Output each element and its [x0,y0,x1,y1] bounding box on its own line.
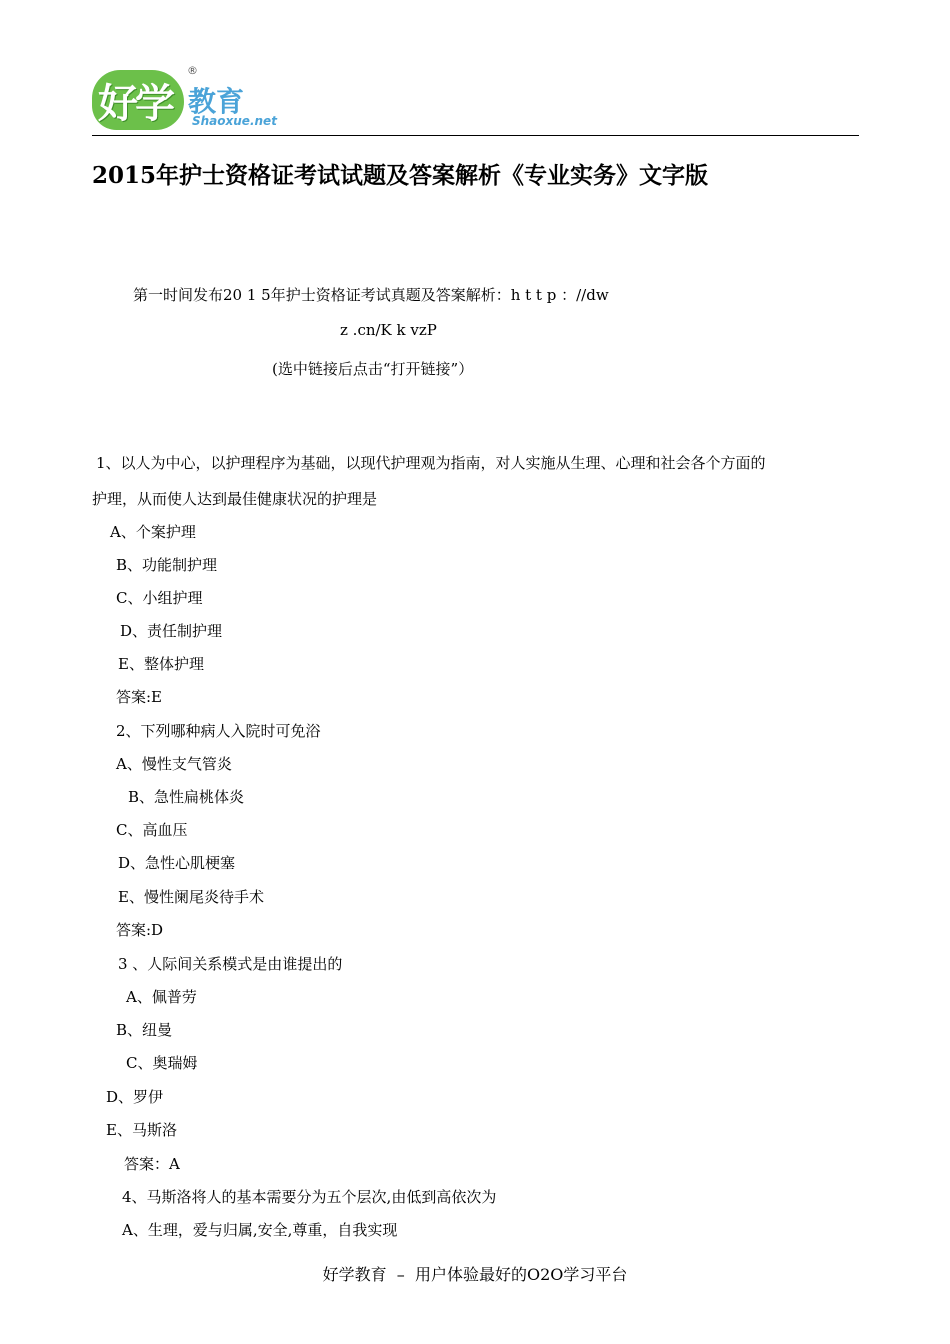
answer-option: A、个案护理 [110,523,196,541]
header-rule [92,135,859,136]
answer-option: A、生理，爱与归属,安全,尊重，自我实现 [122,1221,398,1239]
answer-option: E、慢性阑尾炎待手术 [118,888,264,906]
answer-option: D、责任制护理 [120,622,223,640]
question-stem: 2、下列哪种病人入院时可免浴 [116,722,321,740]
answer-option: E、整体护理 [118,655,204,673]
question-stem: 4、马斯洛将人的基本需要分为五个层次,由低到高依次为 [122,1188,497,1206]
page-title: 2015年护士资格证考试试题及答案解析《专业实务》文字版 [92,162,709,189]
answer-option: E、马斯洛 [106,1121,177,1139]
question-stem: 1、以人为中心，以护理程序为基础，以现代护理观为指南，对人实施从生理、心理和社会各个方面的 [96,454,766,472]
intro-line: 第一时间发布20 1 5年护士资格证考试真题及答案解析：h t t p ：//dw [133,286,609,304]
logo [92,64,277,134]
answer-option: B、纽曼 [116,1021,173,1039]
question-stem: 护理，从而使人达到最佳健康状况的护理是 [92,490,378,508]
answer-option: C、奥瑞姆 [126,1054,198,1072]
answer-option: B、急性扁桃体炎 [128,788,245,806]
answer-option: C、小组护理 [116,589,203,607]
answer-option: D、急性心肌梗塞 [118,854,236,872]
answer-option: D、罗伊 [106,1088,164,1106]
answer-option: B、功能制护理 [116,556,218,574]
logo-site-text: Shaoxue.net [192,114,277,128]
intro-link-line[interactable]: z .cn/K k vzP [340,321,437,339]
question-stem: 3 、人际间关系模式是由谁提出的 [118,955,343,973]
answer-option: C、高血压 [116,821,188,839]
answer-key: 答案:D [116,921,164,939]
page-footer: 好学教育 – 用户体验最好的O2O学习平台 [322,1265,628,1284]
answer-option: A、慢性支气管炎 [116,755,232,773]
logo-cn-text: 教育 [188,85,245,118]
intro-hint: (选中链接后点击“打开链接”） [272,360,474,378]
answer-key: 答案:E [116,688,163,706]
logo-main-text: 好学 [98,81,172,127]
answer-key: 答案：A [124,1155,180,1173]
registered-mark: ® [187,64,198,77]
answer-option: A、佩普劳 [126,988,197,1006]
